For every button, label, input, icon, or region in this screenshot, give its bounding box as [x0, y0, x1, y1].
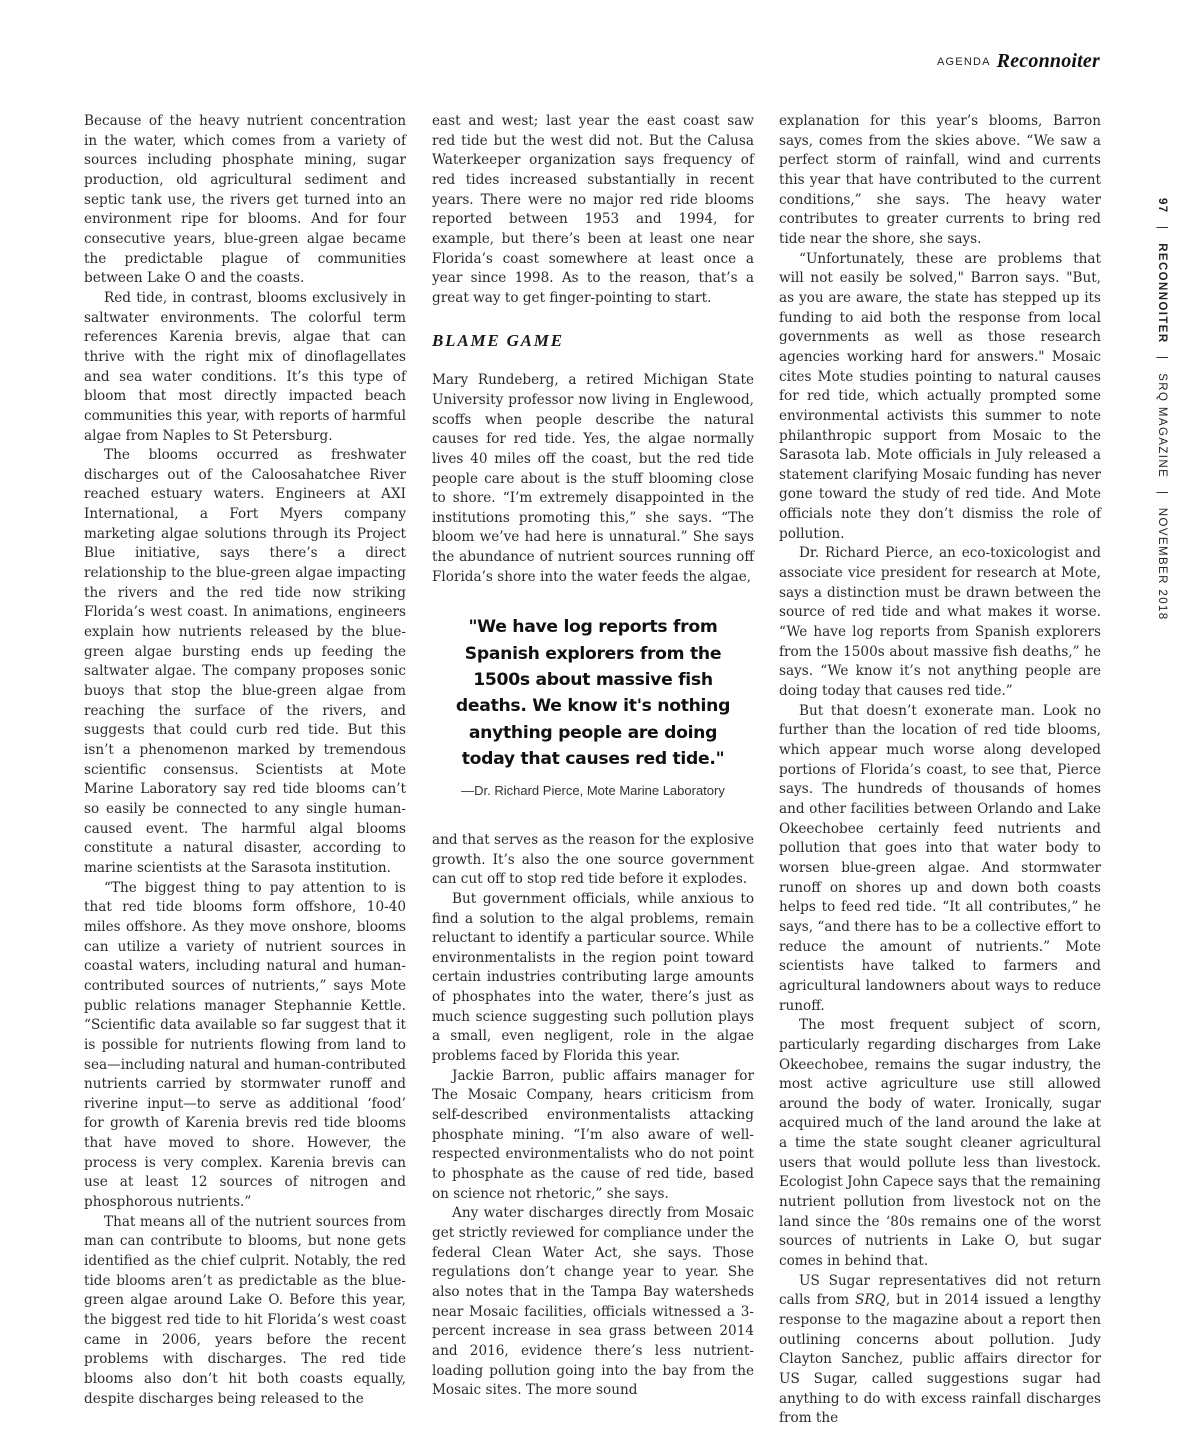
folio-divider: |: [1156, 356, 1168, 361]
page-number: 97: [1156, 198, 1168, 214]
paragraph: The blooms occurred as freshwater discharges out of the Caloosahatchee River reached estuary waters. Engineers at AXI International, a Fort Myers company marketing algae solutions through its Project Blue initiative, says there’s a direct relationship to the blue-green algae impacting the rivers and the red tide now striking Florida’s west coast. In animations, engineers explain how nutrients released by the blue-green algae bursting ends up feeding the saltwater algae. The company proposes sonic buoys that stop the blue-green algae from reaching the surface of the rivers, and suggests that could curb red tide. But this isn’t a phenomenon marked by tremendous scientific consensus. Scientists at Mote Marine Laboratory say red tide blooms can’t so easily be connected to any single human-caused event. The harmful algal blooms constitute a natural disaster, according to marine scientists at the Sarasota institution.: [84, 447, 406, 876]
article-column-1: [84, 112, 406, 1409]
paragraph: Dr. Richard Pierce, an eco-toxicologist and associate vice president for research at Mote, says a distinction must be drawn between the source of red tide and what makes it worse. “We have log reports from Spanish explorers from the 1500s about massive fish deaths,” he says. “We know it’s not anything people are doing today that causes red tide.”: [779, 545, 1101, 700]
paragraph: Because of the heavy nutrient concentration in the water, which comes from a variety of sources including phosphate mining, sugar production, old agricultural sediment and septic tank use, the rivers get turned into an environment ripe for blooms. And for four consecutive years, blue-green algae became the predictable plague of communities between Lake O and the coasts.: [84, 113, 406, 287]
paragraph: That means all of the nutrient sources from man can contribute to blooms, but none gets identified as the chief culprit. Notably, the red tide blooms aren’t as predictable as the blue-green algae around Lake O. Before this year, the biggest red tide to hit Florida’s west coast came in 2006, years before the recent problems with discharges. The red tide blooms also don’t hit both coasts equally, despite discharges being released to the: [84, 1213, 406, 1407]
paragraph: “Unfortunately, these are problems that will not easily be solved," Barron says. "But, as you are aware, the state has stepped up its funding to aid both the response from local governments as well as those research agencies working hard for answers." Mosaic cites Mote studies pointing to natural causes for red tide, which actually prompted some environmental activists this summer to note philanthropic support from Mosaic to the Sarasota lab. Mote officials in July released a statement clarifying Mosaic funding has never gone toward the study of red tide. And Mote officials note they don’t dismiss the role of pollution.: [779, 250, 1101, 542]
paragraph: Jackie Barron, public affairs manager for The Mosaic Company, hears criticism from self-described environmentalists attacking phosphate mining. “I’m also aware of well-respected environmentalists who do not point to phosphate as the cause of red tide, based on science not rhetoric,” she says.: [432, 1067, 754, 1202]
paragraph: explanation for this year’s blooms, Barron says, comes from the skies above. “We saw a perfect storm of rainfall, wind and currents this year that have contributed to the current conditions,” she says. The heavy water contributes to greater currents to bring red tide near the shore, she says.: [779, 113, 1101, 247]
section-subhead: BLAME GAME: [432, 330, 564, 350]
paragraph: “The biggest thing to pay attention to is that red tide blooms form offshore, 10-40 miles offshore. As they move onshore, blooms can utilize a variety of nutrient sources in coastal waters, including natural and human-contributed sources of nutrients,” says Mote public relations manager Stephannie Kettle. “Scientific data available so far suggest that it is possible for nutrients flowing from land to sea—including natural and human-contributed nutrients carried by stormwater runoff and riverine input—to serve as additional ‘food’ for growth of Karenia brevis red tide blooms that have moved to shore. However, the process is very complex. Karenia brevis can use at least 12 sources of nitrogen and phosphorous nutrients.”: [84, 879, 406, 1211]
pull-quote-text: "We have log reports from Spanish explorers from the 1500s about massive fish deaths. We know it's nothing anything people are doing today that causes red tide.": [455, 617, 731, 769]
paragraph: Any water discharges directly from Mosaic get strictly reviewed for compliance under the federal Clean Water Act, she says. Those regulations don’t change year to year. She also notes that in the Tampa Bay watersheds near Mosaic facilities, officials witnessed a 3-percent increase in sea grass between 2014 and 2016, evidence there’s less nutrient-loading pollution going into the bay from the Mosaic sites. The more sound: [432, 1205, 754, 1399]
pull-quote: [432, 614, 754, 800]
article-column-3: [779, 112, 1101, 1429]
text-run: US Sugar representatives did not return calls from: [779, 1272, 1101, 1309]
spine-section: RECONNOITER: [1156, 243, 1168, 344]
header-title: Reconnoiter: [996, 50, 1100, 72]
article-column-2: [432, 112, 754, 1401]
spine-folio: [1156, 198, 1168, 621]
magazine-name: SRQ: [855, 1292, 886, 1309]
pull-quote-attribution: —Dr. Richard Pierce, Mote Marine Laboratory: [461, 783, 725, 799]
paragraph: The most frequent subject of scorn, particularly regarding discharges from Lake Okeechobee, remains the sugar industry, the most active agriculture use still allowed around the body of water. Ironically, sugar acquired much of the land around the lake at a time the state sought cleaner agricultural users that would pollute less than livestock. Ecologist John Capece says that the remaining nutrient pollution from livestock not on the land since the ‘80s remains one of the worst sources of nutrients in Lake O, but sugar comes in behind that.: [779, 1017, 1101, 1270]
header-section-label: AGENDA: [937, 56, 991, 68]
folio-divider: |: [1156, 490, 1168, 496]
folio-divider: |: [1156, 226, 1168, 231]
paragraph: east and west; last year the east coast saw red tide but the west did not. But the Calusa Waterkeeper organization says frequency of red tides increased substantially in recent years. There were no major red ride blooms reported between 1953 and 1994, for example, but there’s been at least one near Florida’s coast somewhere at least once a year since 1998. As to the reason, that’s a great way to get finger-pointing to start.: [432, 113, 754, 306]
paragraph: But that doesn’t exonerate man. Look no further than the location of red tide blooms, which appear much worse along developed portions of Florida’s coast, to see that, Pierce says. The hundreds of thousands of homes and other facilities between Orlando and Lake Okeechobee certainly feed nutrients and pollution that goes into that water body to worsen blue-green algae. And stormwater runoff on shores up and down both coasts helps to feed red tide. “It all contributes,” he says, “and there has to be a collective effort to reduce the amount of nutrients.” Mote scientists have talked to farmers and agricultural landowners about ways to reduce runoff.: [779, 702, 1101, 1014]
spine-magazine: SRQ MAGAZINE: [1156, 373, 1168, 479]
paragraph: and that serves as the reason for the explosive growth. It’s also the one source government can cut off to stop red tide before it explodes.: [432, 831, 755, 888]
paragraph: [779, 1272, 1101, 1429]
running-header: [937, 50, 1100, 73]
text-run: , but in 2014 issued a lengthy response to the magazine about a report then outlining concerns about pollution. Judy Clayton Sanchez, public affairs director for US Sugar, called suggestions sugar had anything to do with excess rainfall discharges from the: [779, 1292, 1101, 1427]
paragraph: But government officials, while anxious to find a solution to the algal problems, remain reluctant to identify a particular source. While environmentalists in the region point toward certain industries contributing large amounts of phosphates into the water, there’s just as much science suggesting such pollution plays a small, even negligent, role in the algae problems faced by Florida this year.: [432, 890, 754, 1065]
paragraph: Mary Rundeberg, a retired Michigan State University professor now living in Englewood, scoffs when people describe the natural causes for red tide. Yes, the algae normally lives 40 miles off the coast, but the red tide people care about is the stuff blooming close to shore. “I’m extremely disappointed in the institutions promoting this,” she says. “The bloom we’ve had here is unnatural.” She says the abundance of nutrient sources running off Florida’s shore into the water feeds the algae,: [432, 372, 754, 585]
spine-issue: NOVEMBER 2018: [1156, 507, 1168, 621]
paragraph: Red tide, in contrast, blooms exclusively in saltwater environments. The colorful term references Karenia brevis, algae that can thrive with the right mix of dinoflagellates and sea water conditions. It’s this type of bloom that most directly impacted beach communities this year, with reports of harmful algae from Naples to St Petersburg.: [84, 289, 406, 444]
